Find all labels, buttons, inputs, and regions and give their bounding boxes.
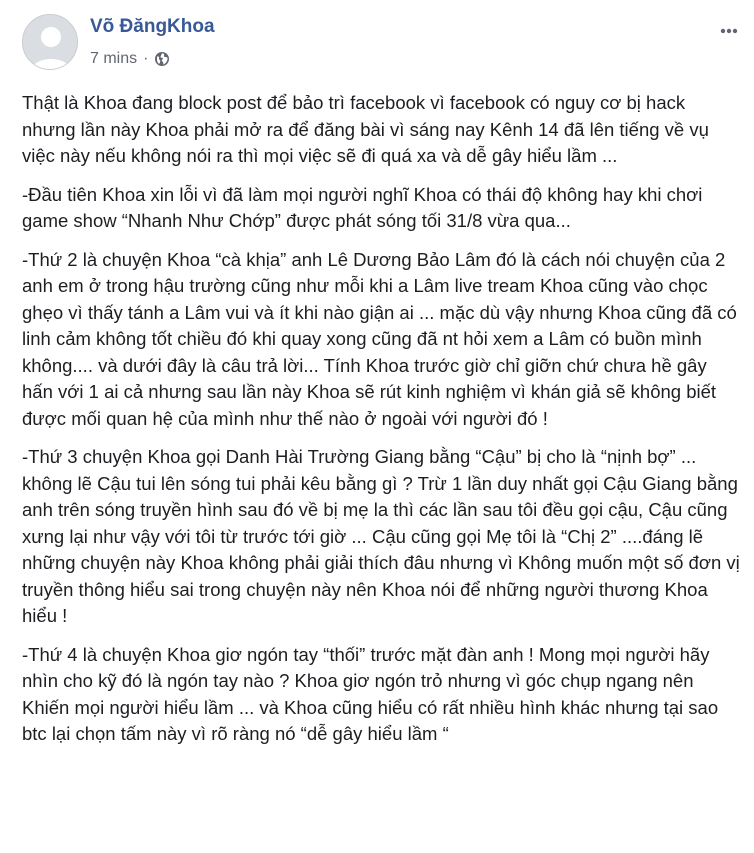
more-options-icon[interactable] [718, 20, 740, 42]
post-body [22, 90, 740, 760]
post-paragraph: Thật là Khoa đang block post để bảo trì facebook vì facebook có nguy cơ bị hack nhưng lần này Khoa phải mở ra để đăng bài vì sáng nay Kênh 14 đã lên tiếng về vụ việc này nếu không nói ra thì mọi việc sẽ đi quá xa và dễ gây hiểu lầm ... [22, 92, 709, 166]
post-paragraph: -Thứ 3 chuyện Khoa gọi Danh Hài Trường Giang bằng “Cậu” bị cho là “nịnh bợ” ... không lẽ Cậu tui lên sóng tui phải kêu bằng gì ? Trừ 1 lần duy nhất gọi Cậu Giang bằng anh trên sóng truyền hình sau đó về bị mẹ la thì các lần sau tôi đều gọi cậu, Cậu cũng xưng lại như vậy với tôi từ trước tới giờ ... Cậu cũng gọi Mẹ tôi là “Chị 2” ....đáng lẽ những chuyện này Khoa không phải giải thích đâu nhưng vì Không muốn một số đơn vị truyền thông hiểu sai trong chuyện này nên Khoa nói để những người thương Khoa hiểu ! [22, 446, 740, 626]
post-header [22, 14, 742, 74]
post-paragraph: -Thứ 2 là chuyện Khoa “cà khịa” anh Lê Dương Bảo Lâm đó là cách nói chuyện của 2 anh em ở trong hậu trường cũng như mỗi khi a Lâm live tream Khoa cũng vào chọc ghẹo vì thấy tánh a Lâm vui và ít khi nào giận ai ... mặc dù vậy nhưng Khoa cũng đã có linh cảm không tốt chiều đó khi quay xong cũng đã nt hỏi xem a Lâm có buồn mình không.... và dưới đây là câu trả lời... Tính Khoa trước giờ chỉ giỡn chứ chưa hề gây hấn với 1 ai cả nhưng sau lần này Khoa sẽ rút kinh nghiệm vì khán giả sẽ không biết được mối quan hệ của mình như thế nào ở ngoài với người đó ! [22, 248, 737, 429]
post-paragraph: -Thứ 4 là chuyện Khoa giơ ngón tay “thối” trước mặt đàn anh ! Mong mọi người hãy nhìn cho kỹ đó là ngón tay nào ? Khoa giơ ngón trỏ nhưng vì góc chụp ngang nên Khiến mọi người hiểu lầm ... và Khoa cũng hiểu có rất nhiều hình khác nhưng tại sao btc lại chọn tấm này vì rõ ràng nó “dễ gây hiểu lầm “ [22, 643, 719, 744]
post-meta [90, 50, 170, 68]
default-avatar-icon [23, 15, 78, 70]
post-paragraph: -Đầu tiên Khoa xin lỗi vì đã làm mọi người nghĩ Khoa có thái độ không hay khi chơi game show “Nhanh Như Chớp” được phát sóng tối 31/8 vừa qua... [22, 183, 703, 231]
avatar[interactable] [22, 14, 78, 70]
post-timestamp[interactable]: 7 mins [90, 50, 138, 67]
globe-icon[interactable] [154, 51, 170, 67]
meta-separator: · [143, 50, 149, 67]
author-name[interactable]: Võ ĐăngKhoa [90, 16, 215, 37]
